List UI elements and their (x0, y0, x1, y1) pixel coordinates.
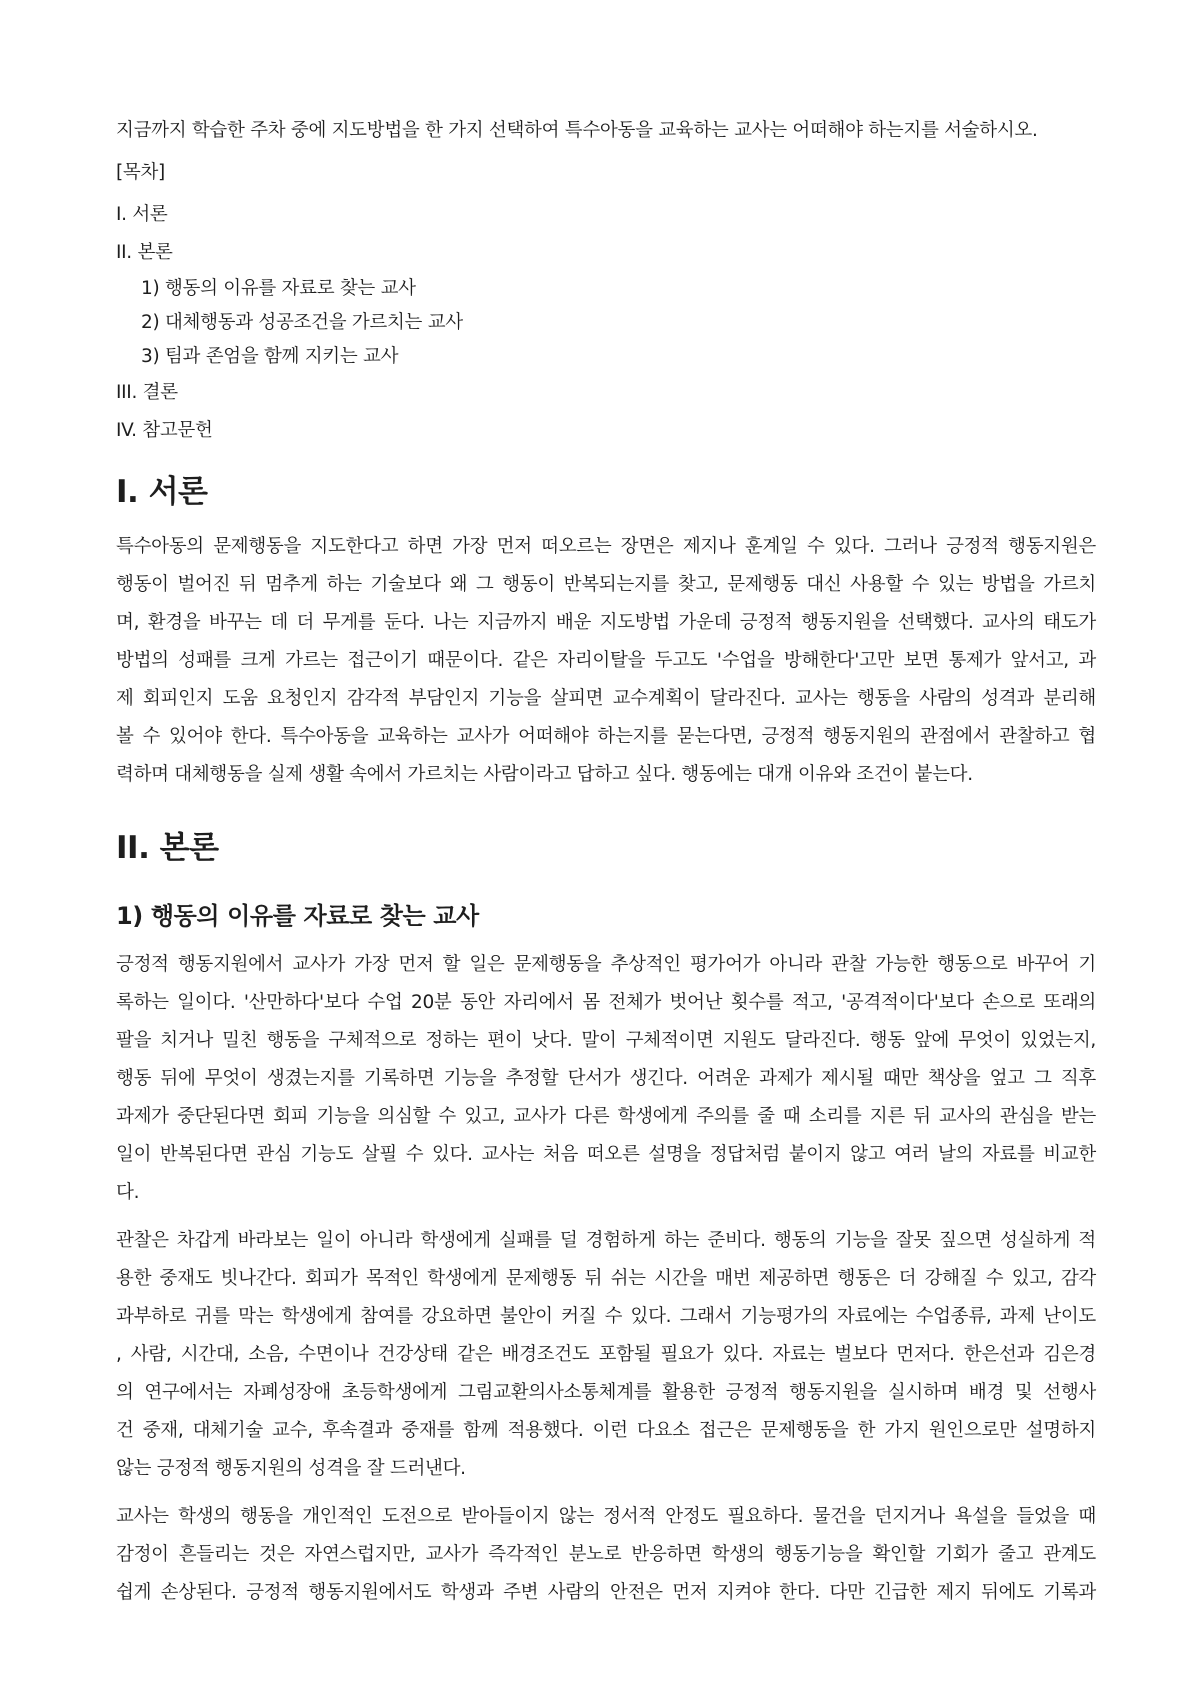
text-line: , 사람, 시간대, 소음, 수면이나 건강상태 같은 배경조건도 포함될 필요가 있다. 자료는 벌보다 먼저다. 한은선과 김은경 (116, 1344, 1096, 1365)
text-line: 의 연구에서는 자폐성장애 초등학생에게 그림교환의사소통체계를 활용한 긍정적 행동지원을 실시하며 배경 및 선행사 (116, 1382, 1096, 1403)
text-line: 록하는 일이다. '산만하다'보다 수업 20분 동안 자리에서 몸 전체가 벗어난 횟수를 적고, '공격적이다'보다 손으로 또래의 (116, 992, 1096, 1013)
text-line: 교사는 학생의 행동을 개인적인 도전으로 받아들이지 않는 정서적 안정도 필요하다. 물건을 던지거나 욕설을 들었을 때 (116, 1506, 1096, 1527)
text-line: 관찰은 차갑게 바라보는 일이 아니라 학생에게 실패를 덜 경험하게 하는 준비다. 행동의 기능을 잘못 짚으면 성실하게 적 (116, 1230, 1096, 1251)
body-heading: II. 본론 (116, 830, 219, 866)
text-line: 쉽게 손상된다. 긍정적 행동지원에서도 학생과 주변 사람의 안전은 먼저 지켜야 한다. 다만 긴급한 제지 뒤에도 기록과 (116, 1582, 1096, 1603)
toc-subitem: 3) 팀과 존엄을 함께 지키는 교사 (141, 346, 399, 367)
document-page (116, 112, 1096, 1622)
toc-subitem: 1) 행동의 이유를 자료로 찾는 교사 (141, 278, 416, 299)
toc-item: I. 서론 (116, 204, 168, 225)
table-of-contents (116, 154, 1096, 450)
text-line: 일이 반복된다면 관심 기능도 살필 수 있다. 교사는 처음 떠오른 설명을 정답처럼 붙이지 않고 여러 날의 자료를 비교한 (116, 1144, 1096, 1165)
text-line: 과제가 중단된다면 회피 기능을 의심할 수 있고, 교사가 다른 학생에게 주의를 줄 때 소리를 지른 뒤 교사의 관심을 받는 (116, 1106, 1096, 1127)
text-line: 행동 뒤에 무엇이 생겼는지를 기록하면 기능을 추정할 단서가 생긴다. 어려운 과제가 제시될 때만 책상을 엎고 그 직후 (116, 1068, 1096, 1089)
text-line: 긍정적 행동지원에서 교사가 가장 먼저 할 일은 문제행동을 추상적인 평가어가 아니라 관찰 가능한 행동으로 바꾸어 기 (116, 954, 1096, 975)
assignment-question: 지금까지 학습한 주차 중에 지도방법을 한 가지 선택하여 특수아동을 교육하는 교사는 어떠해야 하는지를 서술하시오. (116, 120, 1038, 141)
text-line: 다. (116, 1182, 140, 1203)
text-line: 용한 중재도 빗나간다. 회피가 목적인 학생에게 문제행동 뒤 쉬는 시간을 매번 제공하면 행동은 더 강해질 수 있고, 감각 (116, 1268, 1096, 1289)
text-line: 며, 환경을 바꾸는 데 더 무게를 둔다. 나는 지금까지 배운 지도방법 가운데 긍정적 행동지원을 선택했다. 교사의 태도가 (116, 612, 1096, 633)
section-1-heading: 1) 행동의 이유를 자료로 찾는 교사 (116, 902, 479, 930)
section-1-paragraph-3 (116, 1498, 1096, 1612)
text-line: 팔을 치거나 밀친 행동을 구체적으로 정하는 편이 낫다. 말이 구체적이면 지원도 달라진다. 행동 앞에 무엇이 있었는지, (116, 1030, 1096, 1051)
section-1-paragraph-1 (116, 946, 1096, 1212)
text-line: 과부하로 귀를 막는 학생에게 참여를 강요하면 불안이 커질 수 있다. 그래서 기능평가의 자료에는 수업종류, 과제 난이도 (116, 1306, 1096, 1327)
section-1-paragraph-2 (116, 1222, 1096, 1488)
text-line: 행동이 벌어진 뒤 멈추게 하는 기술보다 왜 그 행동이 반복되는지를 찾고, 문제행동 대신 사용할 수 있는 방법을 가르치 (116, 574, 1096, 595)
text-line: 볼 수 있어야 한다. 특수아동을 교육하는 교사가 어떠해야 하는지를 묻는다면, 긍정적 행동지원의 관점에서 관찰하고 협 (116, 726, 1097, 747)
text-line: 제 회피인지 도움 요청인지 감각적 부담인지 기능을 살피면 교수계획이 달라진다. 교사는 행동을 사람의 성격과 분리해 (116, 688, 1096, 709)
text-line: 건 중재, 대체기술 교수, 후속결과 중재를 함께 적용했다. 이런 다요소 접근은 문제행동을 한 가지 원인으로만 설명하지 (116, 1420, 1096, 1441)
text-line: 방법의 성패를 크게 가르는 접근이기 때문이다. 같은 자리이탈을 두고도 '수업을 방해한다'고만 보면 통제가 앞서고, 과 (116, 650, 1096, 671)
text-line: 특수아동의 문제행동을 지도한다고 하면 가장 먼저 떠오르는 장면은 제지나 훈계일 수 있다. 그러나 긍정적 행동지원은 (116, 536, 1096, 557)
toc-label: [목차] (116, 162, 165, 183)
toc-item: IV. 참고문헌 (116, 420, 213, 441)
text-line: 않는 긍정적 행동지원의 성격을 잘 드러낸다. (116, 1458, 466, 1479)
text-line: 감정이 흔들리는 것은 자연스럽지만, 교사가 즉각적인 분노로 반응하면 학생의 행동기능을 확인할 기회가 줄고 관계도 (116, 1544, 1096, 1565)
toc-item: III. 결론 (116, 382, 178, 403)
intro-heading: I. 서론 (116, 474, 208, 510)
toc-subitem: 2) 대체행동과 성공조건을 가르치는 교사 (141, 312, 463, 333)
intro-paragraph (116, 528, 1096, 794)
toc-item: II. 본론 (116, 242, 173, 263)
text-line: 력하며 대체행동을 실제 생활 속에서 가르치는 사람이라고 답하고 싶다. 행동에는 대개 이유와 조건이 붙는다. (116, 764, 973, 785)
